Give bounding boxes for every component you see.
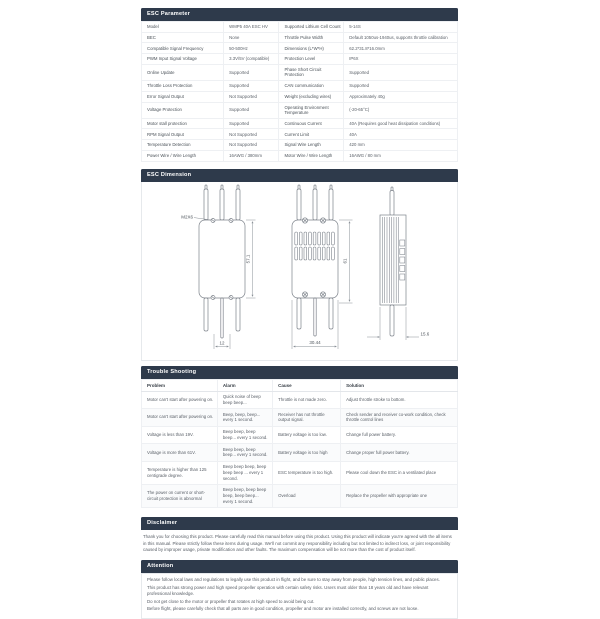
esc-heatsink-view bbox=[292, 185, 338, 336]
param-value: None bbox=[224, 32, 279, 43]
ts-alarm: Beep beep, beep beep... every 1 second. bbox=[217, 426, 272, 444]
table-row bbox=[142, 43, 458, 54]
param-label: Motor stall protection bbox=[142, 118, 224, 129]
table-row bbox=[142, 444, 458, 462]
param-label: Power Wire / Wire Length bbox=[142, 150, 224, 161]
disclaimer-title: Disclaimer bbox=[147, 520, 178, 527]
ts-solution: Replace the propeller with appropriate one bbox=[341, 484, 458, 507]
param-label: Signal Wire Length bbox=[279, 140, 344, 151]
esc-dimension-svg bbox=[142, 182, 458, 360]
param-value: 3.3V/5V (compatible) bbox=[224, 54, 279, 65]
param-value: 420 mm bbox=[344, 140, 458, 151]
param-label: BEC bbox=[142, 32, 224, 43]
table-row bbox=[142, 409, 458, 427]
ts-cause: Receiver has not throttle output signal. bbox=[273, 409, 341, 427]
table-row bbox=[142, 64, 458, 80]
param-value: Supported bbox=[344, 64, 458, 80]
ts-problem: Motor can't start after powering on. bbox=[142, 391, 218, 409]
param-value: 50-500Hz bbox=[224, 43, 279, 54]
esc-parameter-table bbox=[141, 21, 458, 162]
ts-header-solution: Solution bbox=[341, 379, 458, 391]
table-row bbox=[142, 461, 458, 484]
param-label: Error Signal Output bbox=[142, 91, 224, 102]
esc-parameter-header bbox=[141, 8, 458, 21]
param-label: Model bbox=[142, 22, 224, 33]
param-label: Throttle Loss Protection bbox=[142, 81, 224, 92]
esc-dimension-header bbox=[141, 169, 458, 182]
param-value: 40A bbox=[344, 129, 458, 140]
param-label: Temperature Detection bbox=[142, 140, 224, 151]
ts-alarm: Quick noise of beep beep beep... bbox=[217, 391, 272, 409]
manual-page bbox=[141, 8, 458, 619]
ts-alarm: Beep beep beep, beep beep beep ... every 1 second. bbox=[217, 461, 272, 484]
ts-cause: ESC temperature is too high. bbox=[273, 461, 341, 484]
param-value: 16AWG / 80 mm bbox=[344, 150, 458, 161]
mid-bottom-wires bbox=[297, 298, 333, 336]
trouble-shooting-header bbox=[141, 366, 458, 379]
param-label: Current Limit bbox=[279, 129, 344, 140]
esc-parameter-title: ESC Parameter bbox=[147, 11, 191, 17]
param-label: Voltage Protection bbox=[142, 102, 224, 118]
disclaimer-text: Thank you for choosing this product. Please carefully read this manual before using this product. Using this product will indicate you're agreed with the all items in this manual. Please strictly follow these items during usage. We'll not commit any responsibility including but not limited to indirect loss, or joint responsibility caused by improper usage, private modification and other faults. The maximum compensation will be not more than the cost of product itself. bbox=[143, 534, 452, 553]
param-label: CAN communication bbox=[279, 81, 344, 92]
param-value: Not Supported bbox=[224, 140, 279, 151]
mid-top-wires bbox=[297, 185, 333, 220]
side-depth-label: 15.6 bbox=[420, 331, 430, 337]
param-value: Not Supported bbox=[224, 91, 279, 102]
side-body bbox=[380, 215, 406, 305]
ts-solution: Change proper full power battery. bbox=[341, 444, 458, 462]
param-label: Operating Environment Temperature bbox=[279, 102, 344, 118]
mid-height-label: 61 bbox=[342, 258, 348, 264]
table-row bbox=[142, 426, 458, 444]
ts-header-problem: Problem bbox=[142, 379, 218, 391]
ts-problem: Motor can't start after powering on. bbox=[142, 409, 218, 427]
ts-solution: Please cool down the ESC in a ventilated place bbox=[341, 461, 458, 484]
param-value: 16AWG / 380mm bbox=[224, 150, 279, 161]
table-row bbox=[142, 81, 458, 92]
attention-title: Attention bbox=[147, 562, 174, 569]
param-value: Supported bbox=[224, 81, 279, 92]
param-value: Not Supported bbox=[224, 129, 279, 140]
param-label: Throttle Pulse Width bbox=[279, 32, 344, 43]
ts-header-cause: Cause bbox=[273, 379, 341, 391]
attention-line: Do not get close to the motor or propeller that rotates at high speed to avoid being cut. bbox=[147, 598, 315, 604]
param-value: Supported bbox=[224, 118, 279, 129]
ts-problem: Voltage is less than 19V. bbox=[142, 426, 218, 444]
ts-alarm: Beep beep, beep beep... every 1 second. bbox=[217, 444, 272, 462]
param-value: Supported bbox=[224, 102, 279, 118]
param-label: Weight (excluding wires) bbox=[279, 91, 344, 102]
ts-problem: Voltage is more than 61V. bbox=[142, 444, 218, 462]
side-bottom-wire bbox=[390, 305, 394, 336]
esc-front-view bbox=[199, 185, 245, 338]
side-top-wire bbox=[390, 187, 394, 216]
ts-solution: Check sender and receiver co-work condition, check throttle control lines bbox=[341, 409, 458, 427]
trouble-shooting-title: Trouble Shooting bbox=[147, 368, 197, 375]
ts-alarm: Beep, beep, beep... every 1 second. bbox=[217, 409, 272, 427]
param-value: 40A (Requires good heat dissipation conditions) bbox=[344, 118, 458, 129]
table-row bbox=[142, 150, 458, 161]
ts-header-alarm: Alarm bbox=[217, 379, 272, 391]
ts-solution: Adjust throttle stroke to bottom. bbox=[341, 391, 458, 409]
param-label: Dimensions (L*W*H) bbox=[279, 43, 344, 54]
front-height-label: 57.1 bbox=[245, 254, 251, 263]
param-label: Compatible Signal Frequency bbox=[142, 43, 224, 54]
ts-cause: Overload bbox=[273, 484, 341, 507]
ts-problem: Temperature is higher than 125 centigrade degree. bbox=[142, 461, 218, 484]
table-header-row bbox=[142, 379, 458, 391]
param-value: Default 1050us-1940us, supports throttle calibration bbox=[344, 32, 458, 43]
param-label: Online Update bbox=[142, 64, 224, 80]
param-value: 5-14S bbox=[344, 22, 458, 33]
attention-line: Please follow local laws and regulations to legally use this product in flight, and be sure to stay away from people, high tension lines, and public places. bbox=[147, 576, 440, 582]
param-value: (-20-65°C) bbox=[344, 102, 458, 118]
param-label: RPM Signal Output bbox=[142, 129, 224, 140]
attention-line: Before flight, please carefully check that all parts are in good condition, propeller and motor are installed correctly, and screws are not loose. bbox=[147, 606, 419, 612]
param-label: Motor Wire / Wire Length bbox=[279, 150, 344, 161]
ts-cause: Battery voltage is too high bbox=[273, 444, 341, 462]
param-value: Supported bbox=[224, 64, 279, 80]
ts-solution: Change full power battery. bbox=[341, 426, 458, 444]
ts-problem: The power on current or short-circuit protection is abnormal bbox=[142, 484, 218, 507]
param-value: 62.2*31.8*16.0mm bbox=[344, 43, 458, 54]
table-row bbox=[142, 129, 458, 140]
table-row bbox=[142, 484, 458, 507]
front-bottom-width-label: 12 bbox=[219, 340, 225, 346]
param-value: Approximately 40g bbox=[344, 91, 458, 102]
front-body bbox=[199, 220, 245, 298]
attention-header bbox=[141, 560, 458, 573]
param-value: Supported bbox=[344, 81, 458, 92]
param-label: Phase Short Circuit Protection bbox=[279, 64, 344, 80]
param-label: Continuous Current bbox=[279, 118, 344, 129]
table-row bbox=[142, 118, 458, 129]
table-row bbox=[142, 22, 458, 33]
esc-side-view bbox=[380, 187, 406, 336]
table-row bbox=[142, 54, 458, 65]
ts-cause: Battery voltage is too low. bbox=[273, 426, 341, 444]
attention-line: This product has strong power and high speed propeller operation with certain safety risks. Users must older than 18 years old and have relevant professional knowledge. bbox=[147, 584, 429, 596]
param-value: WMP5 40A ESC HV bbox=[224, 22, 279, 33]
front-bottom-wires bbox=[204, 298, 240, 338]
table-row bbox=[142, 91, 458, 102]
front-top-wires bbox=[204, 185, 240, 220]
esc-dimension-drawings bbox=[141, 182, 458, 361]
mid-body bbox=[292, 220, 338, 298]
screw-label: M2X6 bbox=[181, 214, 193, 220]
param-label: Supported Lithium Cell Count bbox=[279, 22, 344, 33]
esc-dimension-title: ESC Dimension bbox=[147, 171, 192, 178]
param-value: IP6X bbox=[344, 54, 458, 65]
table-row bbox=[142, 391, 458, 409]
disclaimer-header bbox=[141, 517, 458, 530]
ts-alarm: Beep beep, beep beep beep, beep beep... every 1 second. bbox=[217, 484, 272, 507]
ts-cause: Throttle is not made zero. bbox=[273, 391, 341, 409]
table-row bbox=[142, 32, 458, 43]
attention-body bbox=[141, 573, 458, 619]
table-row bbox=[142, 140, 458, 151]
mid-bottom-width-label: 30.44 bbox=[309, 339, 321, 345]
param-label: PWM Input Signal Voltage bbox=[142, 54, 224, 65]
trouble-shooting-table bbox=[141, 379, 458, 509]
param-label: Protection Level bbox=[279, 54, 344, 65]
table-row bbox=[142, 102, 458, 118]
